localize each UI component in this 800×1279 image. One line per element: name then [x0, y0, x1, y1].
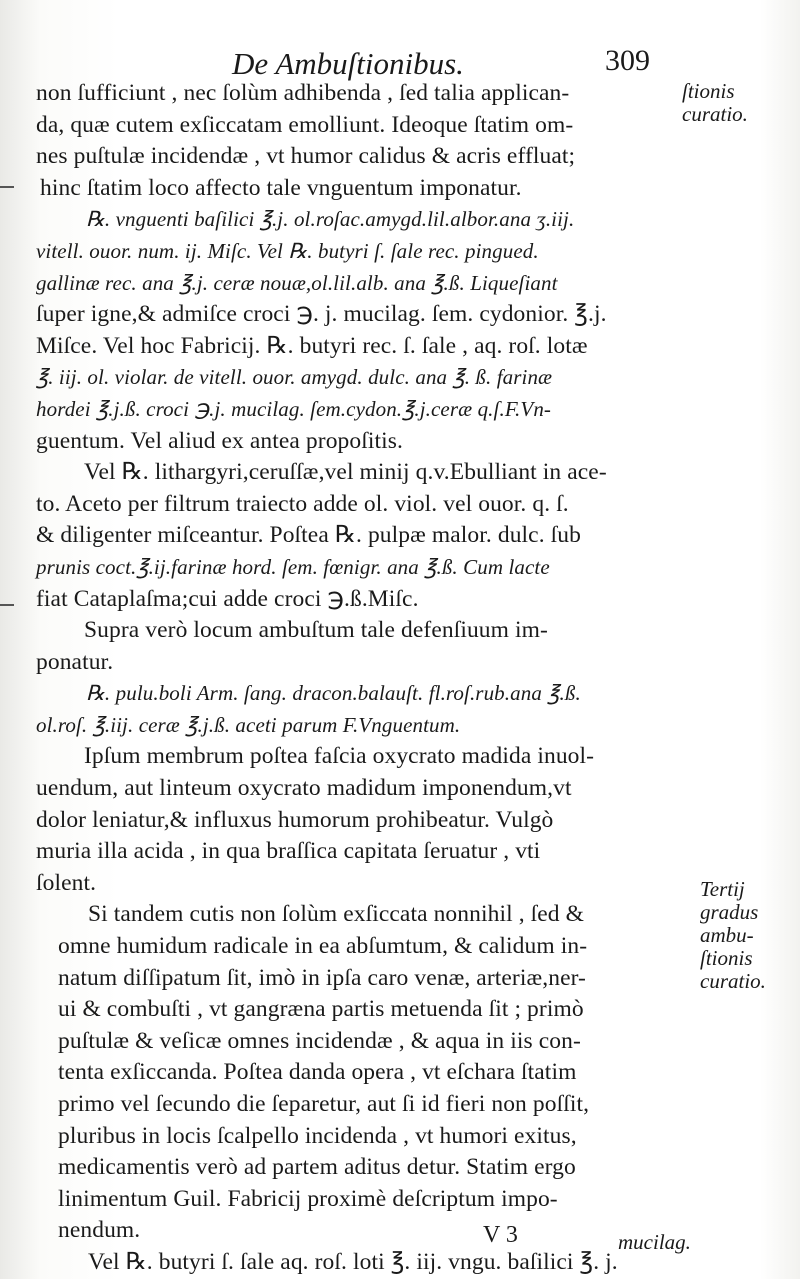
- text-line: Vel ℞. lithargyri,ceruſſæ,vel minij q.v.Ebulliant in ace-: [84, 459, 607, 486]
- text-line: & diligenter miſceantur. Poſtea ℞. pulpæ malor. dulc. ſub: [36, 522, 581, 549]
- recipe-line: ℞. vnguenti baſilici ℥.j. ol.roſac.amygd.lil.albor.ana ʒ.iij.: [86, 207, 575, 232]
- text-line: Vel ℞. butyri ſ. ſale aq. roſ. loti ℥. iij. vngu. baſilici ℥. j.: [88, 1248, 618, 1275]
- catchword: mucilag.: [618, 1230, 691, 1254]
- text-line: Supra verò locum ambuſtum tale defenſiuum im-: [84, 617, 548, 644]
- margin-note-line: ſtionis: [682, 79, 735, 103]
- main-text: [36, 78, 686, 1279]
- text-line: puſtulæ & veſicæ omnes incidendæ , & aqua in iis con-: [58, 1027, 581, 1054]
- text-line: primo vel ſecundo die ſeparetur, aut ſi id fieri non poſſit,: [58, 1091, 590, 1117]
- text-line: Ipſum membrum poſtea faſcia oxycrato madida inuol-: [84, 743, 595, 770]
- text-line: linimentum Guil. Fabricij proximè deſcriptum impo-: [58, 1185, 558, 1212]
- margin-note-first: [682, 80, 748, 126]
- recipe-line: ℞. pulu.boli Arm. ſang. dracon.balauſt. fl.roſ.rub.ana ℥.ß.: [86, 681, 581, 706]
- text-line: Si tandem cutis non ſolùm exſiccata nonnihil , ſed &: [88, 901, 585, 928]
- page-number: 309: [605, 44, 650, 77]
- margin-note-line: gradus: [700, 900, 759, 924]
- recipe-line: gallinæ rec. ana ℥.j. ceræ nouæ,ol.lil.alb. ana ℥.ß. Liqueſiant: [36, 270, 558, 295]
- text-line: muria illa acida , in qua braſſica capitata ſeruatur , vti: [36, 838, 541, 865]
- margin-note-line: ſtionis: [700, 946, 753, 970]
- text-line: ſuper igne,& admiſce croci ℈. j. mucilag. ſem. cydonior. ℥.j.: [36, 301, 607, 328]
- text-line: fiat Cataplaſma;cui adde croci ℈.ß.Miſc.: [36, 585, 419, 612]
- text-line: hinc ſtatim loco affecto tale vnguentum imponatur.: [40, 174, 522, 201]
- text-line: natum diſſipatum ſit, imò in ipſa caro venæ, arteriæ,ner-: [58, 964, 586, 991]
- recipe-line: hordei ℥.j.ß. croci ℈.j. mucilag. ſem.cydon.℥.j.ceræ q.ſ.F.Vn-: [36, 396, 552, 421]
- recipe-line: prunis coct.℥.ij.farinæ hord. ſem. fœnigr. ana ℥.ß. Cum lacte: [36, 554, 550, 579]
- fold-mark: [0, 604, 14, 606]
- text-line: da, quæ cutem exſiccatam emolliunt. Ideoque ſtatim om-: [36, 111, 574, 138]
- signature-mark: V 3: [483, 1222, 518, 1248]
- text-line: omne humidum radicale in ea abſumtum, & calidum in-: [58, 933, 588, 960]
- margin-note-line: curatio.: [700, 969, 766, 993]
- margin-note-second: [700, 878, 766, 993]
- text-line: tenta exſiccanda. Poſtea danda opera , vt eſchara ſtatim: [58, 1059, 577, 1086]
- text-line: nes puſtulæ incidendæ , vt humor calidus & acris effluat;: [36, 143, 576, 170]
- fold-mark: [0, 186, 14, 188]
- margin-note-line: Tertij: [700, 877, 745, 901]
- margin-note-line: curatio.: [682, 102, 748, 126]
- recipe-line: ℥. iij. ol. violar. de vitell. ouor. amygd. dulc. ana ℥. ß. farinæ: [36, 365, 553, 390]
- text-line: ui & combuſti , vt gangræna partis metuenda ſit ; primò: [58, 996, 584, 1023]
- text-line: dolor leniatur,& influxus humorum prohibeatur. Vulgò: [36, 806, 554, 833]
- text-line: to. Aceto per filtrum traiecto adde ol. viol. vel ouor. q. ſ.: [36, 490, 569, 517]
- text-line: nendum.: [58, 1217, 141, 1244]
- text-line: Miſce. Vel hoc Fabricij. ℞. butyri rec. ſ. ſale , aq. roſ. lotæ: [36, 332, 588, 359]
- text-line: guentum. Vel aliud ex antea propoſitis.: [36, 427, 403, 454]
- margin-note-line: ambu-: [700, 923, 754, 947]
- text-line: ponatur.: [36, 648, 114, 675]
- text-line: medicamentis verò ad partem aditus detur. Statim ergo: [58, 1154, 576, 1181]
- running-title: De Ambuſtionibus.: [232, 46, 464, 81]
- recipe-line: ol.roſ. ℥.iij. ceræ ℥.j.ß. aceti parum F.Vnguentum.: [36, 712, 461, 737]
- text-line: pluribus in locis ſcalpello incidenda , vt humori exitus,: [58, 1122, 577, 1149]
- text-line: uendum, aut linteum oxycrato madidum imponendum,vt: [36, 775, 572, 802]
- text-line: non ſufficiunt , nec ſolùm adhibenda , ſed talia applican-: [36, 80, 570, 106]
- text-line: ſolent.: [36, 869, 97, 896]
- recipe-line: vitell. ouor. num. ij. Miſc. Vel ℞. butyri ſ. ſale rec. pingued.: [36, 238, 539, 263]
